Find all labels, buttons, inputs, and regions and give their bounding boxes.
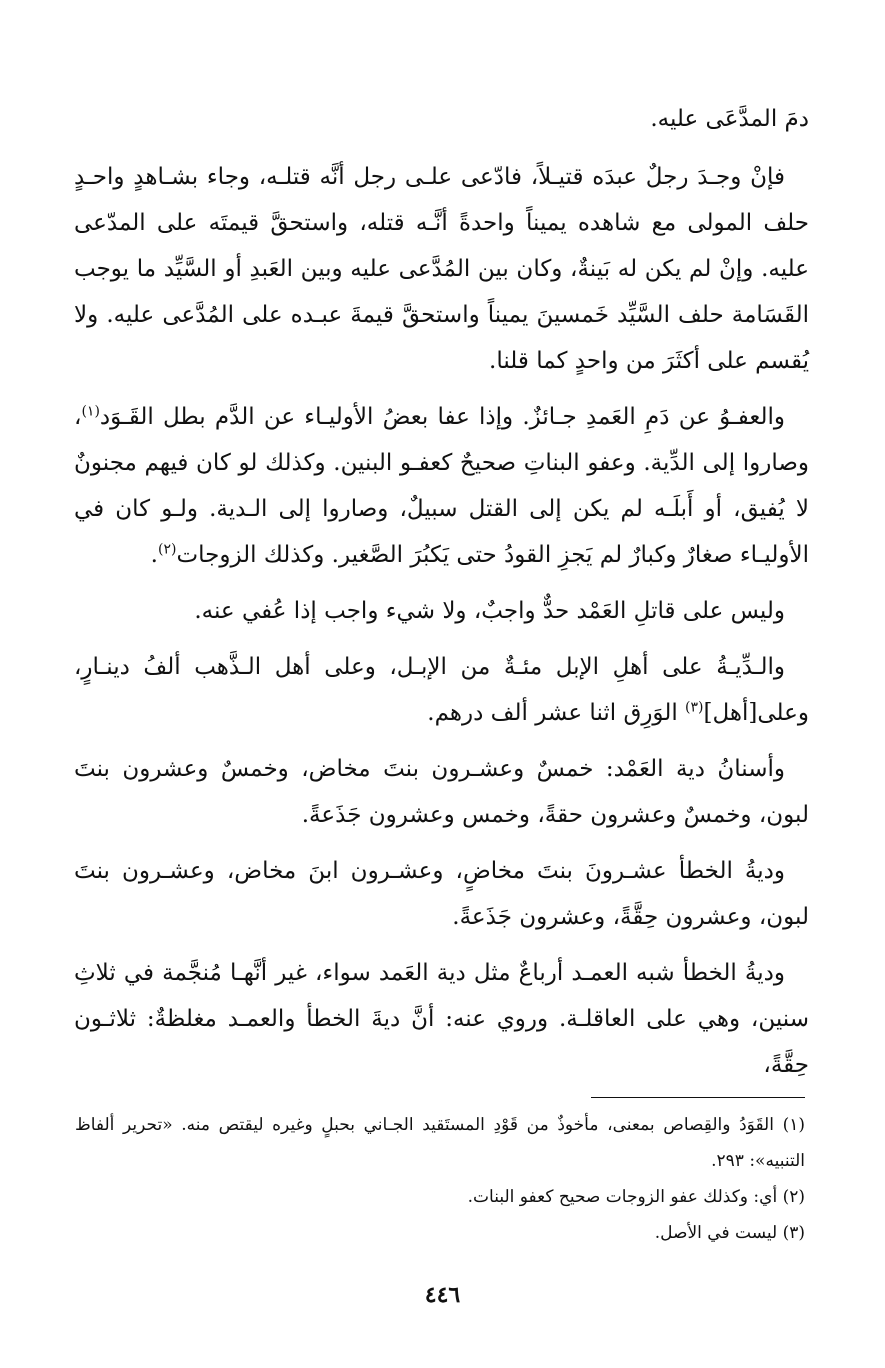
paragraph-3-text: والعفـوُ عن دَمِ العَمدِ جـائزٌ. وإذا عفا بعضُ الأوليـاء عن الدَّم بطل القَـوَد bbox=[99, 404, 785, 430]
paragraph-6: وأسنانُ دية العَمْد: خمسٌ وعشـرون بنتَ مخاض، وخمسٌ وعشرون بنتَ لبون، وخمسٌ وعشرون حقةً، وخمس وعشرون جَذَعةً. bbox=[74, 756, 809, 828]
paragraph-5 bbox=[74, 644, 809, 736]
paragraph-1: دمَ المدَّعَى عليه. bbox=[650, 106, 809, 132]
paragraph-7: وديةُ الخطأ عشـرونَ بنتَ مخاضٍ، وعشـرون ابنَ مخاض، وعشـرون بنتَ لبون، وعشرون حِقَّةً، وعشرون جَذَعةً. bbox=[74, 858, 809, 930]
paragraph-5-text: والـدِّيـةُ على أهلِ الإبل مئـةٌ من الإبـل، وعلى أهل الـذَّهب ألفُ دينـارٍ، وعلى[أهل] bbox=[74, 654, 809, 726]
footnote-ref-2[interactable]: (٢) bbox=[157, 541, 177, 558]
paragraph-2: فإنْ وجـدَ رجلٌ عبدَه قتيـلاً، فادّعى علـى رجل أنَّه قتلـه، وجاء بشـاهدٍ واحـدٍ حلف المولى مع شاهده يميناً واحدةً أنَّـه قتله، واستحقَّ قيمتَه على المدّعى عليه. وإنْ لم يكن له بَينةٌ، وكان بين المُدَّعى عليه وبين العَبدِ أو السَّيِّد ما يوجب القَسَامة حلف السَّيِّد خَمسينَ يميناً واستحقَّ قيمةَ عبـده على المُدَّعى عليه. ولا يُقسم على أكثَرَ من واحدٍ كما قلنا. bbox=[74, 164, 809, 374]
main-text bbox=[74, 96, 809, 1098]
paragraph-3 bbox=[74, 394, 809, 578]
footnote-2: (٢) أي: وكذلك عفو الزوجات صحيح كعفو البنات. bbox=[467, 1187, 805, 1207]
paragraph-3-text-end: . bbox=[150, 542, 158, 568]
footnote-3: (٣) ليست في الأصل. bbox=[654, 1223, 805, 1243]
paragraph-3-text-cont: ، وصاروا إلى الدِّية. وعفو البناتِ صحيحٌ كعفـو البنين. وكذلك لو كان فيهم مجنونٌ لا يُفيق، أو أَبلَـه لم يكن إلى القتل سبيلٌ، وصاروا إلى الـدية. ولـو كان في الأوليـاء صغارٌ وكبارٌ لم يَجزِ القودُ حتى يَكبُرَ الصَّغير. وكذلك الزوجات bbox=[74, 404, 809, 568]
footnote-1: (١) القَوَدُ والقِصاص بمعنى، مأخوذٌ من قَوْدِ المستَقيد الجـاني بحبلٍ وغيره ليقتص منه. «تحرير ألفاظ التنبيه»: ٢٩٣. bbox=[75, 1115, 805, 1171]
footnotes bbox=[75, 1107, 805, 1251]
paragraph-4: وليس على قاتلِ العَمْد حدٌّ واجبٌ، ولا شيء واجب إذا عُفي عنه. bbox=[194, 598, 785, 624]
page-number: ٤٤٦ bbox=[424, 1282, 461, 1308]
footnote-ref-3[interactable]: (٣) bbox=[685, 699, 704, 716]
footnote-divider bbox=[591, 1097, 805, 1098]
paragraph-8: وديةُ الخطأ شبه العمـد أرباعٌ مثل دية العَمد سواء، غير أنَّهـا مُنجَّمة في ثلاثِ سنين، وهي على العاقلـة. وروي عنه: أنَّ ديةَ الخطأ والعمـد مغلظةٌ: ثلاثـون حِقَّةً، bbox=[74, 960, 809, 1078]
footnote-ref-1[interactable]: (١) bbox=[81, 403, 100, 420]
paragraph-5-text-cont: الوَرِق اثنا عشر ألف درهم. bbox=[427, 700, 686, 726]
